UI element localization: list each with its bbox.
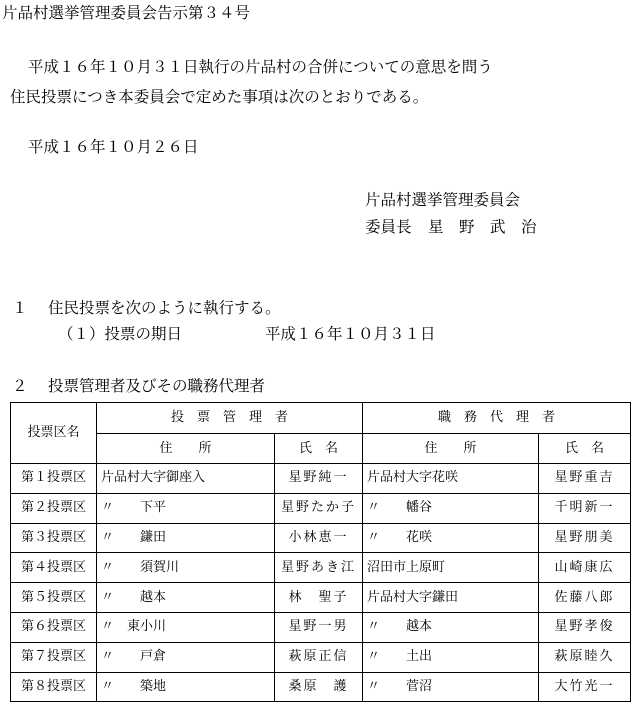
- manager-address-cell: 〃 戸倉: [97, 642, 275, 672]
- manager-address-cell: 片品村大字御座入: [97, 464, 275, 494]
- manager-name-cell: 星野純一: [275, 464, 363, 494]
- issuer-organization: 片品村選挙管理委員会: [365, 191, 521, 209]
- manager-name-cell: 林 聖子: [275, 583, 363, 613]
- deputy-address-cell: 片品村大字花咲: [363, 464, 539, 494]
- district-cell: 第１投票区: [11, 464, 97, 494]
- deputy-address-cell: 〃 幡谷: [363, 493, 539, 523]
- manager-name-cell: 星野あき江: [275, 553, 363, 583]
- manager-address-cell: 〃 下平: [97, 493, 275, 523]
- deputy-address-cell: 〃 越本: [363, 612, 539, 642]
- manager-name-cell: 星野一男: [275, 612, 363, 642]
- deputy-address-cell: 〃 花咲: [363, 523, 539, 553]
- manager-name-cell: 小林恵一: [275, 523, 363, 553]
- manager-address-cell: 〃 須賀川: [97, 553, 275, 583]
- table-row: [11, 553, 631, 583]
- body-line-2: 住民投票につき本委員会で定めた事項は次のとおりである。: [10, 88, 429, 106]
- manager-name-header: 氏 名: [275, 434, 363, 464]
- table-row: [11, 612, 631, 642]
- deputy-name-cell: 星野孝俊: [539, 612, 631, 642]
- district-cell: 第８投票区: [11, 672, 97, 702]
- deputy-address-cell: 片品村大字鎌田: [363, 583, 539, 613]
- item-1-sub-label: （１）投票の期日: [58, 325, 183, 343]
- district-header: 投票区名: [11, 403, 97, 464]
- item-1-text: 住民投票を次のように執行する。: [48, 299, 281, 317]
- deputy-address-cell: 沼田市上原町: [363, 553, 539, 583]
- manager-header: 投 票 管 理 者: [97, 403, 363, 434]
- item-2-number: ２: [12, 377, 28, 395]
- deputy-name-header: 氏 名: [539, 434, 631, 464]
- issuer-title: 委員長: [365, 218, 412, 236]
- table-row: [11, 672, 631, 702]
- deputy-name-cell: 星野朋美: [539, 523, 631, 553]
- manager-name-cell: 星野たか子: [275, 493, 363, 523]
- item-1-sub-value: 平成１６年１０月３１日: [265, 325, 436, 343]
- manager-name-cell: 萩原正信: [275, 642, 363, 672]
- district-cell: 第２投票区: [11, 493, 97, 523]
- deputy-name-cell: 千明新一: [539, 493, 631, 523]
- deputy-name-cell: 大竹光一: [539, 672, 631, 702]
- table-row: [11, 583, 631, 613]
- table-row: [11, 493, 631, 523]
- deputy-address-cell: 〃 土出: [363, 642, 539, 672]
- table-subheader-row: [11, 434, 631, 464]
- table-row: [11, 464, 631, 494]
- manager-address-cell: 〃 築地: [97, 672, 275, 702]
- deputy-name-cell: 萩原睦久: [539, 642, 631, 672]
- deputy-name-cell: 佐藤八郎: [539, 583, 631, 613]
- deputy-name-cell: 星野重吉: [539, 464, 631, 494]
- manager-address-cell: 〃 鎌田: [97, 523, 275, 553]
- deputy-name-cell: 山崎康広: [539, 553, 631, 583]
- manager-address-cell: 〃 東小川: [97, 612, 275, 642]
- deputy-address-header: 住 所: [363, 434, 539, 464]
- district-cell: 第４投票区: [11, 553, 97, 583]
- body-line-1: 平成１６年１０月３１日執行の片品村の合併についての意思を問う: [28, 58, 493, 76]
- notice-date: 平成１６年１０月２６日: [28, 138, 199, 156]
- issuer-name: 星 野 武 治: [428, 218, 537, 236]
- election-managers-table: [10, 402, 631, 702]
- district-cell: 第７投票区: [11, 642, 97, 672]
- manager-name-cell: 桑原 護: [275, 672, 363, 702]
- deputy-address-cell: 〃 菅沼: [363, 672, 539, 702]
- district-cell: 第５投票区: [11, 583, 97, 613]
- item-2-text: 投票管理者及びその職務代理者: [48, 377, 266, 395]
- deputy-header: 職 務 代 理 者: [363, 403, 631, 434]
- manager-address-cell: 〃 越本: [97, 583, 275, 613]
- district-cell: 第３投票区: [11, 523, 97, 553]
- table-header-row: [11, 403, 631, 434]
- table-row: [11, 523, 631, 553]
- table-row: [11, 642, 631, 672]
- district-cell: 第６投票区: [11, 612, 97, 642]
- notice-title: 片品村選挙管理委員会告示第３４号: [2, 4, 251, 22]
- manager-address-header: 住 所: [97, 434, 275, 464]
- item-1-number: １: [12, 299, 28, 317]
